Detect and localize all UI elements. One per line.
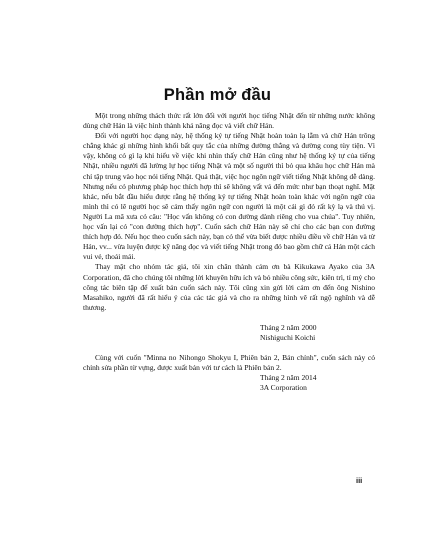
paragraph-second-edition: Cùng với cuốn "Minna no Nihongo Shokyu I, Phiên bản 2, Bản chính", cuốn sách này có chỉnh sửa phần từ vựng, được xuất bản với tư cách là Phiên bản 2. — [83, 353, 375, 373]
page-number: iii — [356, 476, 363, 485]
signature-date: Tháng 2 năm 2000 — [260, 322, 317, 332]
signature-date-2: Tháng 2 năm 2014 — [260, 373, 317, 383]
preface-body — [83, 111, 375, 393]
page-title: Phần mở đầu — [163, 86, 272, 104]
paragraph: Thay mặt cho nhóm tác giả, tôi xin chân thành cảm ơn bà Kikukawa Ayako của 3A Corporation, đã cho chúng tôi những lời khuyên hữu ích và bỏ nhiều công sức, kiên trì, tỉ mỷ cho công tác biên tập để xuất bản cuốn sách này. Tôi cũng xin gửi lời cảm ơn đến ông Nishino Masahiko, người đã rất hiểu ý của các tác giả và cho ra những hình vẽ rất ngộ nghĩnh và dễ thương. — [83, 262, 375, 312]
signature-author-2: 3A Corporation — [260, 383, 307, 393]
signature-author: Nishiguchi Koichi — [260, 332, 316, 342]
paragraph: Đối với người học dạng này, hệ thống ký tự tiếng Nhật hoàn toàn lạ lẫm và chữ Hán trông chẳng khác gì những hình khối bất quy tắc của những đường thẳng và đường cong tùy tiện. Vì vậy, không có gì lạ khi hiểu về việc khi nhìn thấy chữ Hán cũng như hệ thống ký tự của tiếng Nhật, nhiều người đã lường lự học tiếng Nhật và một số người thì bỏ qua khâu học chữ Hán mà chỉ tập trung vào học nói tiếng Nhật. Quả thật, việc học ngôn ngữ viết tiếng Nhật không dễ dàng. Nhưng nếu có phương pháp học thích hợp thì sẽ không vất vả đến mức như bạn thoạt nghĩ. Mặt khác, nếu bắt đầu hiểu được rằng hệ thống ký tự tiếng Nhật hoàn toàn khác với ngôn ngữ của mình thì có lẽ người học sẽ cảm thấy ngôn ngữ con người là một cái gì đó rất kỳ lạ và thú vị. Người La mã xưa có câu: "Học vấn không có con đường dành riêng cho vua chúa". Tuy nhiên, học vấn lại có "con đường thích hợp". Cuốn sách chữ Hán này sẽ chỉ cho các bạn con đường thích hợp đó. Nếu học theo cuốn sách này, bạn có thể vừa biết được nhiều điều về chữ Hán và từ Hán, vv... vừa luyện được kỹ năng đọc và viết tiếng Nhật trong đó bao gồm chữ cả Hán một cách vui vẻ, thoải mái. — [83, 131, 375, 262]
paragraph: Một trong những thách thức rất lớn đối với người học tiếng Nhật đến từ những nước không dùng chữ Hán là việc hình thành khả năng đọc và viết chữ Hán. — [83, 111, 375, 131]
